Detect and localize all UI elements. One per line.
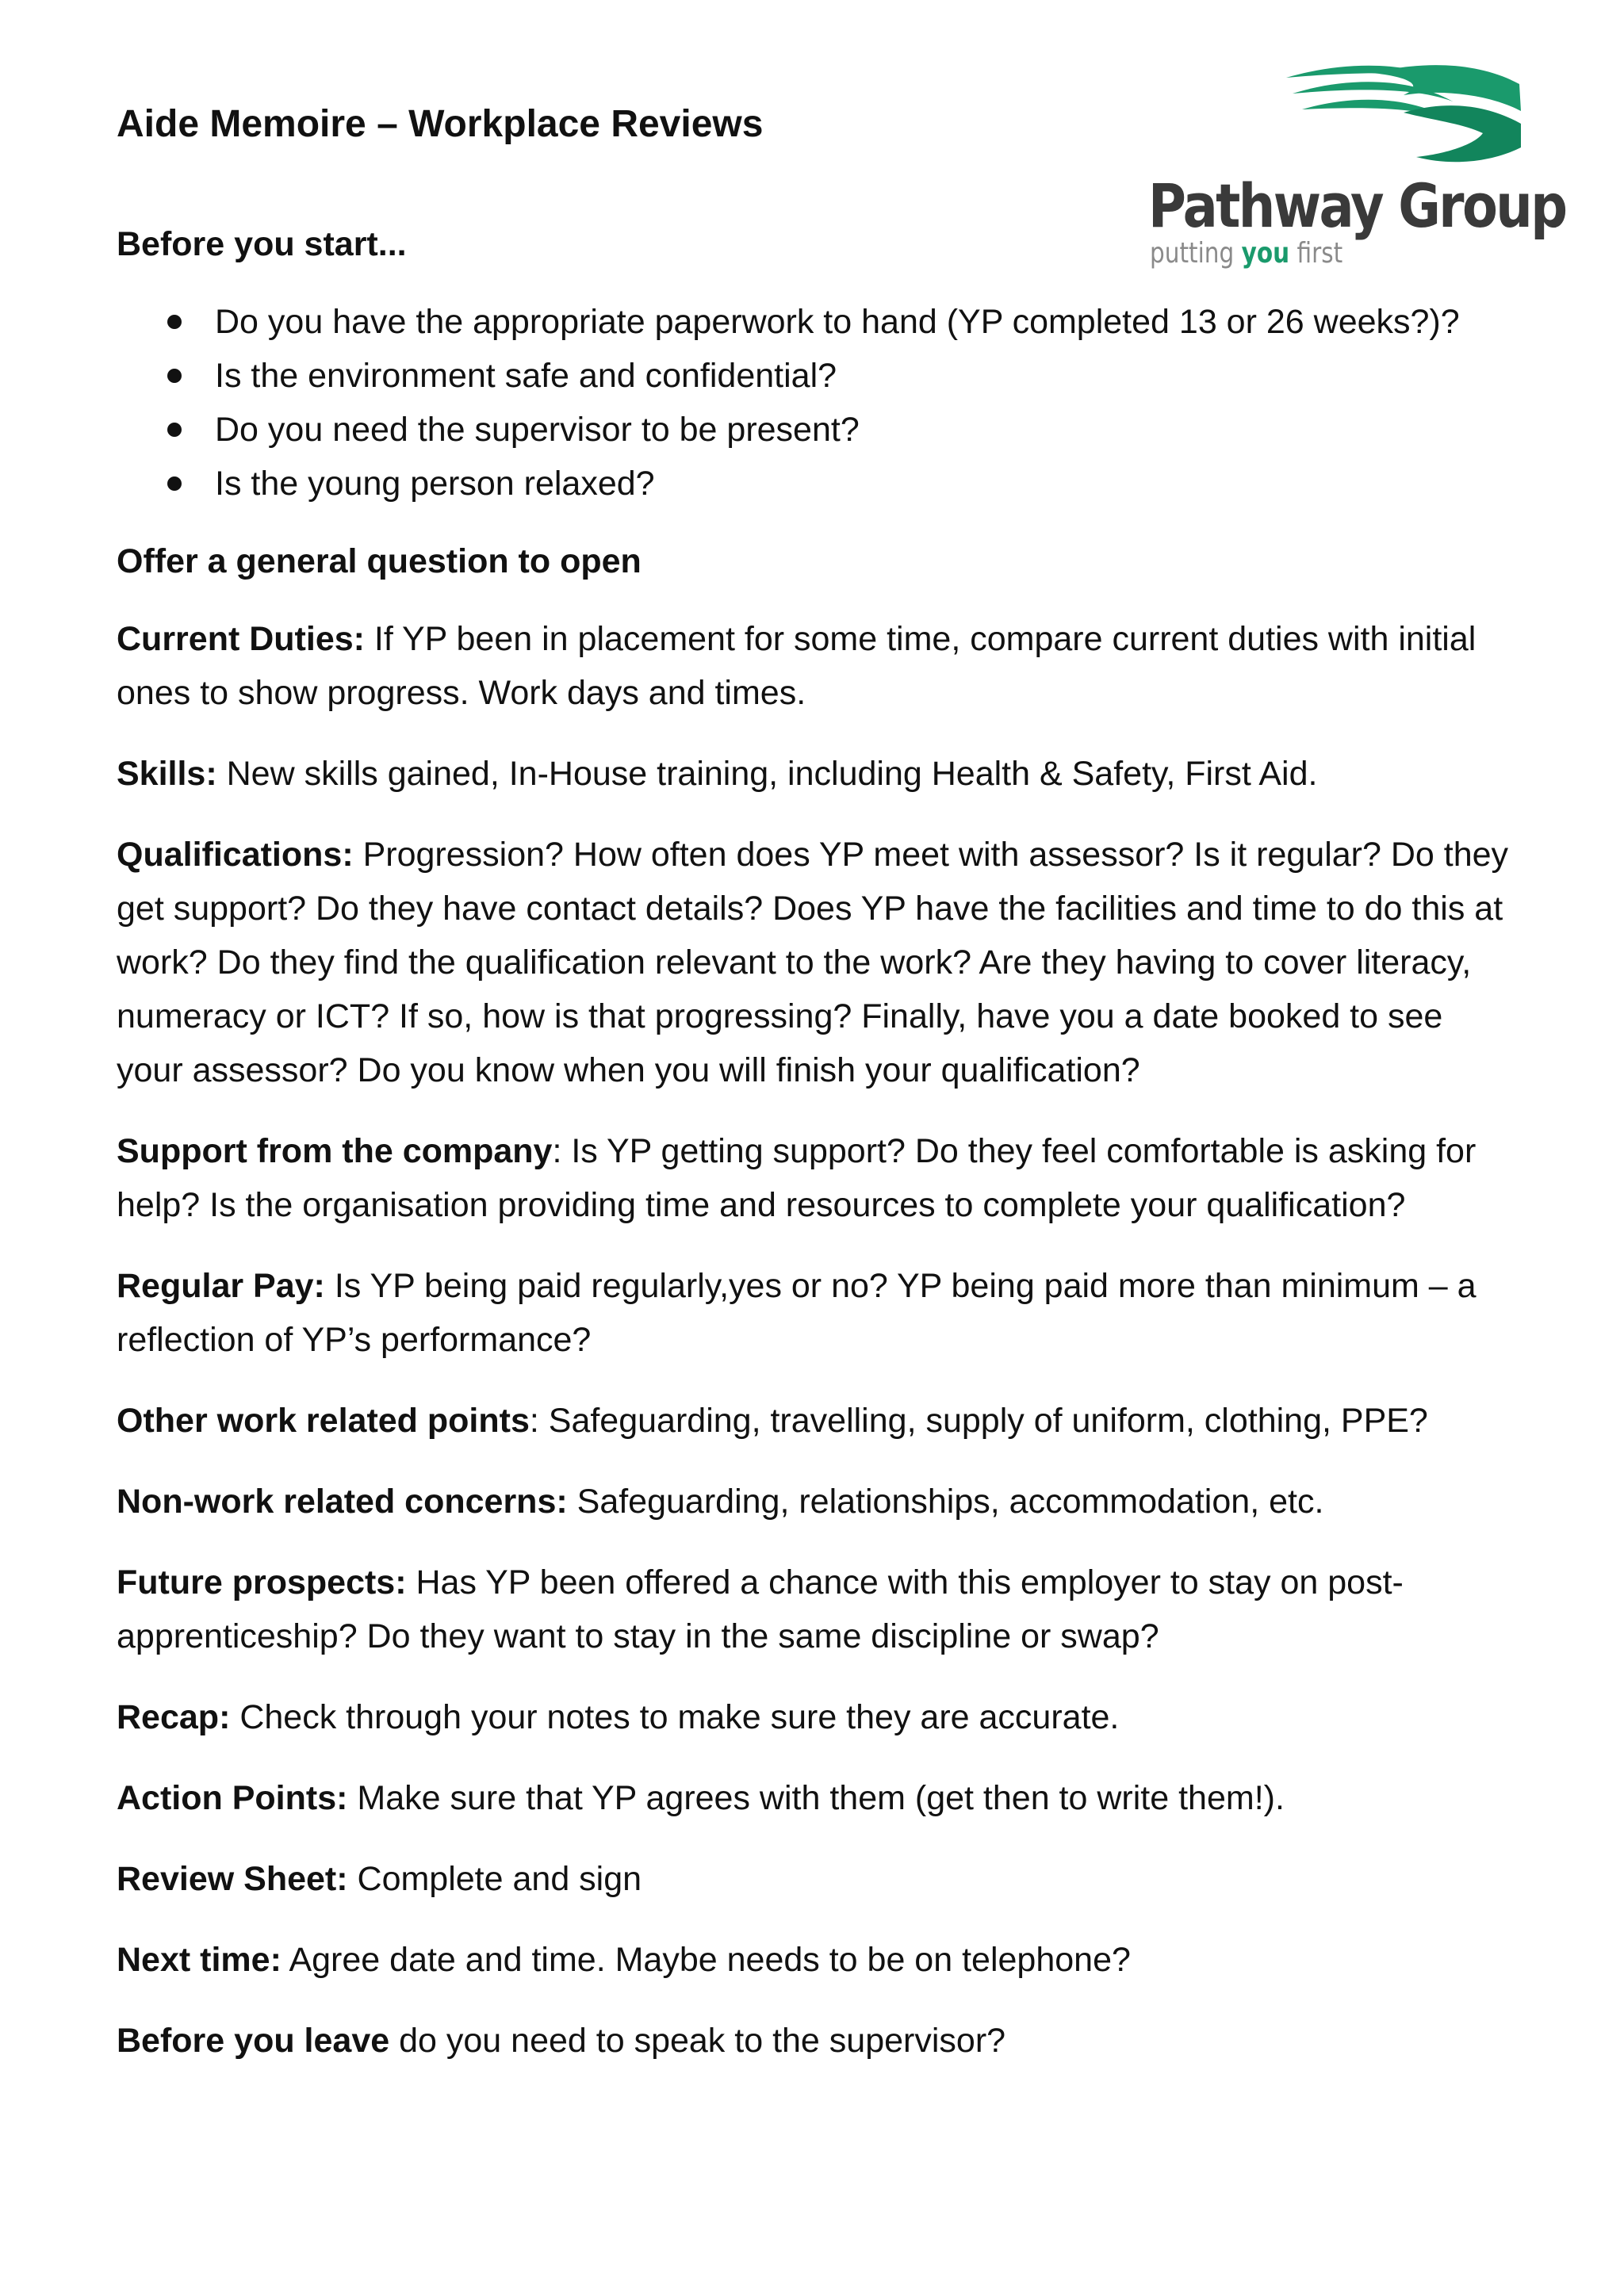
section-support xyxy=(117,1124,1512,1232)
section-text: Complete and sign xyxy=(347,1860,642,1898)
bullet-icon xyxy=(167,369,182,383)
section-label: Other work related points xyxy=(117,1402,530,1440)
document-body xyxy=(117,217,1512,2095)
section-label: Current Duties: xyxy=(117,620,365,658)
section-qualifications xyxy=(117,828,1512,1097)
list-item-text: Do you need the supervisor to be present? xyxy=(215,411,860,449)
section-label: Non-work related concerns: xyxy=(117,1483,568,1521)
section-text: do you need to speak to the supervisor? xyxy=(389,2022,1006,2060)
section-label: Recap: xyxy=(117,1698,231,1736)
section-text: Progression? How often does YP meet with assessor? Is it regular? Do they get support? Do they have contact details? Does YP have the facilities and time to do this at work? Do they find the qualification relevant to the work? Are they having to cover literacy, numeracy or ICT? If so, how is that progressing? Finally, have you a date booked to see your assessor? Do you know when you will finish your qualification? xyxy=(117,836,1509,1089)
section-text: Has YP been offered a chance with this employer to stay on post-apprenticeship? Do they want to stay in the same discipline or swap? xyxy=(117,1563,1404,1655)
section-text: Is YP being paid regularly,yes or no? YP being paid more than minimum – a reflection of YP’s performance? xyxy=(117,1267,1477,1359)
section-review-sheet xyxy=(117,1852,1512,1906)
document-title: Aide Memoire – Workplace Reviews xyxy=(117,103,764,145)
section-label: Action Points: xyxy=(117,1779,348,1817)
bullet-icon xyxy=(167,423,182,437)
section-skills xyxy=(117,747,1512,801)
list-item-text: Is the environment safe and confidential? xyxy=(215,357,837,395)
tagline-highlight: you xyxy=(1241,237,1290,270)
section-text: Safeguarding, relationships, accommodation, etc. xyxy=(567,1483,1324,1521)
open-prompt: Offer a general question to open xyxy=(117,542,642,580)
intro-checklist xyxy=(117,295,1512,511)
section-next-time xyxy=(117,1933,1512,1987)
section-future-prospects xyxy=(117,1556,1512,1663)
list-item xyxy=(117,349,1512,403)
tagline-pre: putting xyxy=(1150,237,1242,270)
bullet-icon xyxy=(167,476,182,491)
section-label: Future prospects: xyxy=(117,1563,407,1601)
section-current-duties xyxy=(117,612,1512,720)
section-label: Support from the company xyxy=(117,1132,553,1170)
list-item-text: Is the young person relaxed? xyxy=(215,465,655,503)
section-regular-pay xyxy=(117,1259,1512,1367)
section-label: Skills: xyxy=(117,755,217,793)
section-action-points xyxy=(117,1771,1512,1825)
list-item xyxy=(117,457,1512,511)
section-label: Before you leave xyxy=(117,2022,390,2060)
section-label: Review Sheet: xyxy=(117,1860,348,1898)
bullet-icon xyxy=(167,315,182,329)
tagline-post: first xyxy=(1289,237,1343,270)
list-item-text: Do you have the appropriate paperwork to hand (YP completed 13 or 26 weeks?)? xyxy=(215,303,1460,341)
list-item xyxy=(117,295,1512,349)
section-text: Check through your notes to make sure they are accurate. xyxy=(230,1698,1120,1736)
section-before-you-leave xyxy=(117,2014,1512,2068)
list-item xyxy=(117,403,1512,457)
logo-wordmark: Pathway Group xyxy=(1148,170,1566,241)
swoosh-logo-icon xyxy=(1285,60,1522,179)
section-text: : Safeguarding, travelling, supply of uniform, clothing, PPE? xyxy=(529,1402,1428,1440)
section-label: Qualifications: xyxy=(117,836,354,874)
section-text: : Is YP getting support? Do they feel comfortable is asking for help? Is the organisation providing time and resources to complete your qualification? xyxy=(117,1132,1477,1224)
section-label: Next time: xyxy=(117,1941,282,1979)
section-recap xyxy=(117,1690,1512,1744)
section-other-work-points xyxy=(117,1394,1512,1448)
section-text: If YP been in placement for some time, compare current duties with initial ones to show progress. Work days and times. xyxy=(117,620,1477,712)
section-non-work-concerns xyxy=(117,1475,1512,1529)
section-text: Agree date and time. Maybe needs to be on telephone? xyxy=(281,1941,1131,1979)
section-text: Make sure that YP agrees with them (get then to write them!). xyxy=(347,1779,1285,1817)
section-text: New skills gained, In-House training, including Health & Safety, First Aid. xyxy=(216,755,1318,793)
section-label: Regular Pay: xyxy=(117,1267,325,1305)
intro-heading: Before you start... xyxy=(117,225,407,263)
